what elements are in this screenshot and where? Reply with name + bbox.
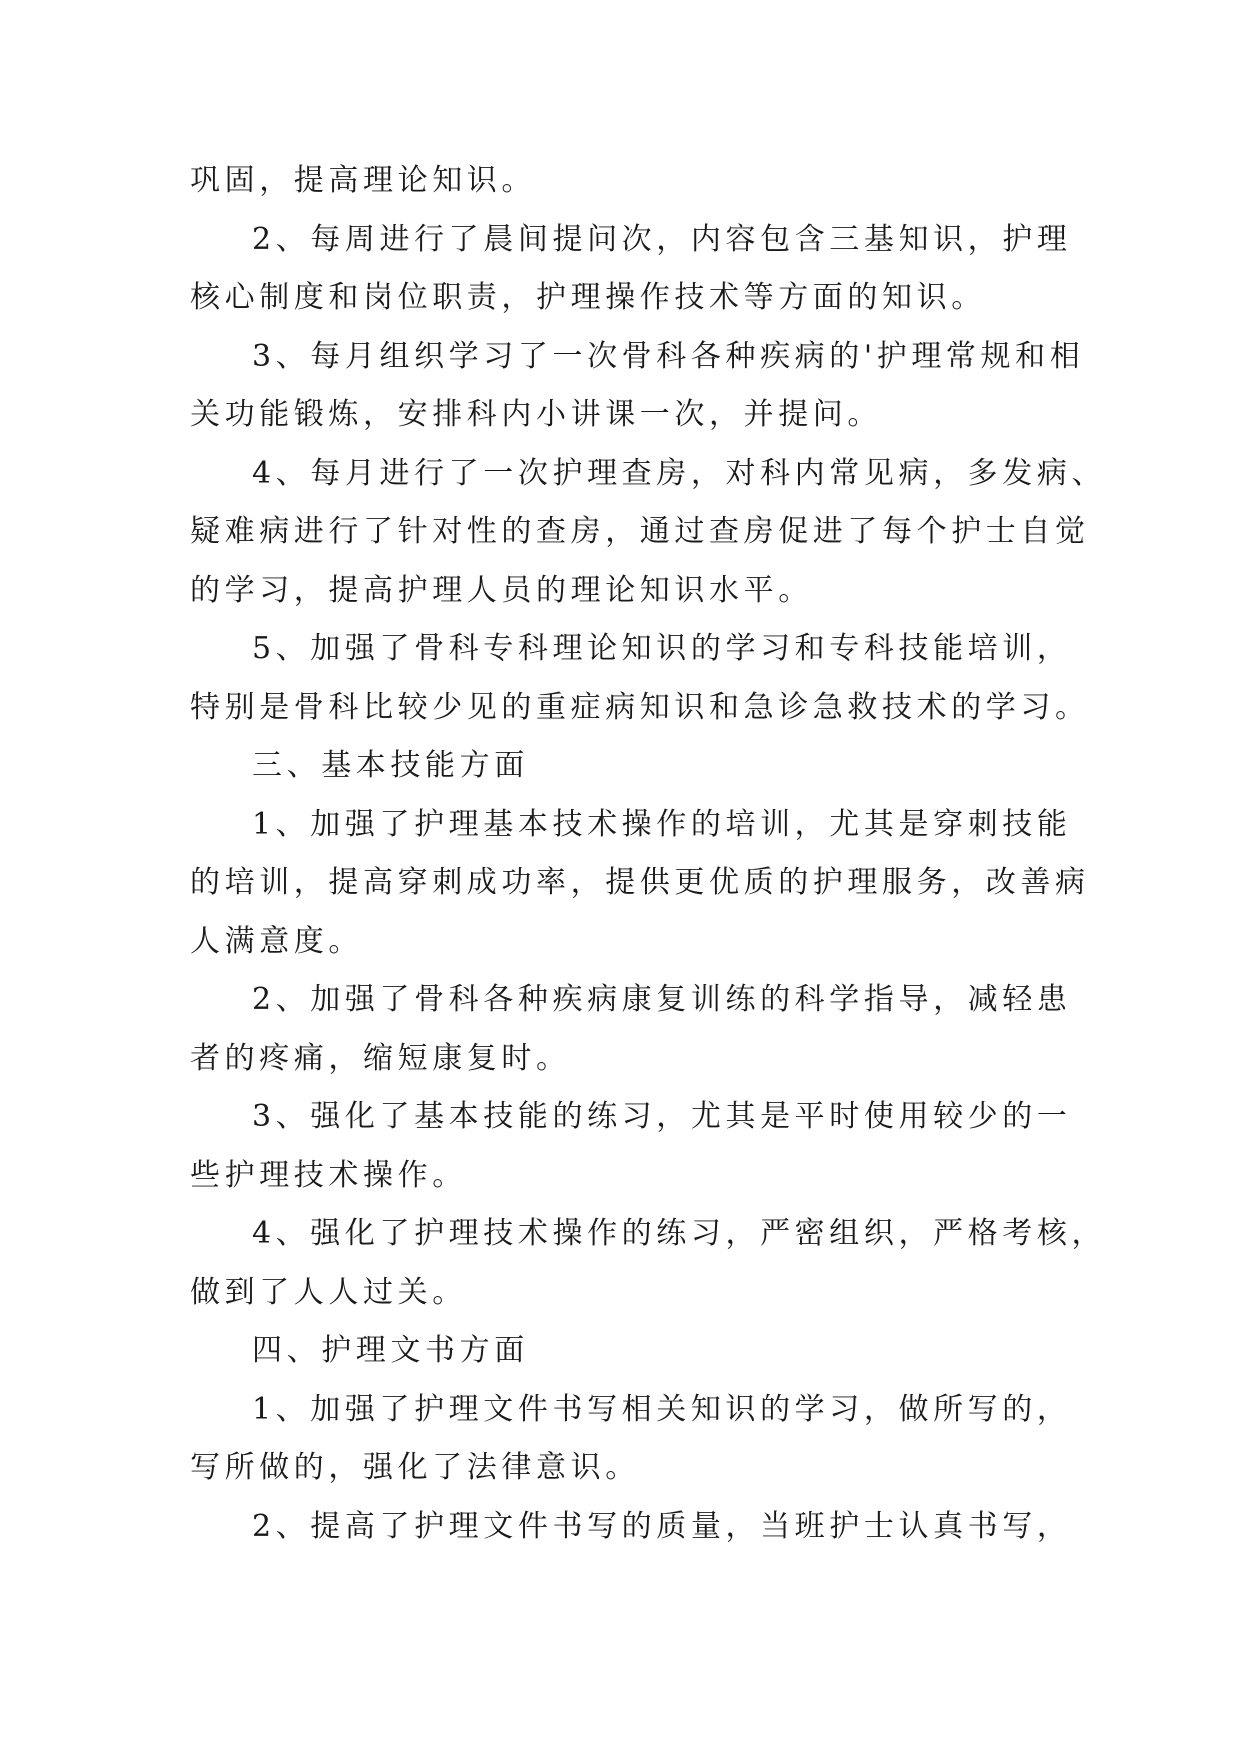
section-heading: 四、护理文书方面 bbox=[252, 1333, 529, 1368]
text-line: 核心制度和岗位职责，护理操作技术等方面的知识。 bbox=[190, 280, 986, 315]
text-line: 2、提高了护理文件书写的质量，当班护士认真书写， bbox=[252, 1508, 1072, 1544]
text-line: 2、加强了骨科各种疾病康复训练的科学指导，减轻患 bbox=[252, 982, 1072, 1017]
text-line: 疑难病进行了针对性的查房，通过查房促进了每个护士自觉 bbox=[190, 514, 1090, 549]
section-heading: 三、基本技能方面 bbox=[252, 748, 529, 783]
text-line: 巩固，提高理论知识。 bbox=[190, 163, 536, 198]
text-line: 人满意度。 bbox=[190, 923, 363, 959]
text-line: 2、每周进行了晨间提问次，内容包含三基知识，护理 bbox=[252, 221, 1072, 257]
text-line: 3、每月组织学习了一次骨科各种疾病的'护理常规和相 bbox=[252, 338, 1085, 374]
text-line: 的学习，提高护理人员的理论知识水平。 bbox=[190, 572, 813, 608]
text-line: 3、强化了基本技能的练习，尤其是平时使用较少的一 bbox=[252, 1099, 1072, 1134]
text-line: 者的疼痛，缩短康复时。 bbox=[190, 1040, 571, 1076]
text-line: 特别是骨科比较少见的重症病知识和急诊急救技术的学习。 bbox=[190, 689, 1090, 725]
text-line: 写所做的，强化了法律意识。 bbox=[190, 1450, 640, 1485]
text-line: 些护理技术操作。 bbox=[190, 1157, 467, 1193]
text-line: 4、每月进行了一次护理查房，对科内常见病，多发病、 bbox=[252, 455, 1107, 491]
text-line: 的培训，提高穿刺成功率，提供更优质的护理服务，改善病 bbox=[190, 865, 1090, 900]
text-line: 4、强化了护理技术操作的练习，严密组织，严格考核， bbox=[252, 1216, 1107, 1251]
text-line: 关功能锻炼，安排科内小讲课一次，并提问。 bbox=[190, 397, 882, 432]
text-line: 1、加强了护理文件书写相关知识的学习，做所写的， bbox=[252, 1391, 1072, 1427]
text-line: 5、加强了骨科专科理论知识的学习和专科技能培训， bbox=[252, 631, 1072, 666]
text-line: 做到了人人过关。 bbox=[190, 1274, 467, 1310]
text-line: 1、加强了护理基本技术操作的培训，尤其是穿刺技能 bbox=[252, 806, 1072, 842]
document-body bbox=[190, 152, 1107, 1556]
